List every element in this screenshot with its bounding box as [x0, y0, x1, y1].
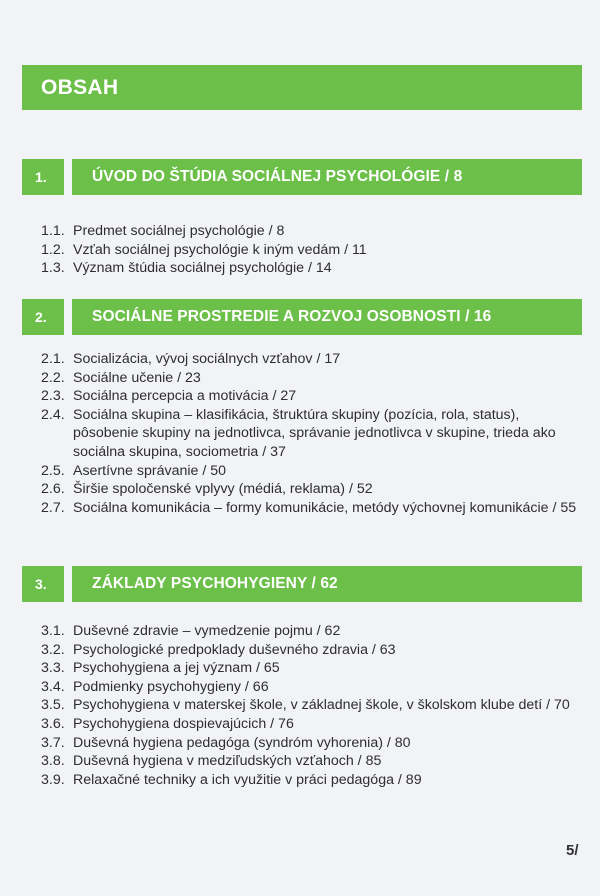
- section-title: ÚVOD DO ŠTÚDIA SOCIÁLNEJ PSYCHOLÓGIE / 8: [92, 168, 463, 185]
- toc-entry[interactable]: [41, 259, 591, 278]
- toc-entry[interactable]: [41, 350, 591, 369]
- page-number: 5/: [566, 842, 579, 859]
- toc-entry[interactable]: [41, 734, 591, 753]
- entry-number: 3.5.: [41, 697, 65, 714]
- entry-text: Sociálna percepcia a motivácia / 27: [73, 388, 297, 405]
- toc-entry[interactable]: [41, 499, 591, 518]
- entry-number: 1.1.: [41, 223, 65, 239]
- entry-number: 2.7.: [41, 499, 65, 516]
- section-number-box: [22, 159, 64, 195]
- entry-number: 3.8.: [41, 753, 65, 770]
- toc-entry[interactable]: [41, 369, 591, 388]
- entry-number: 3.7.: [41, 734, 65, 751]
- entry-text: Podmienky psychohygieny / 66: [73, 678, 269, 695]
- contents-title: OBSAH: [41, 76, 119, 99]
- section-number: 2.: [35, 309, 47, 325]
- entry-number: 1.3.: [41, 260, 65, 277]
- entry-text: Relaxačné techniky a ich využitie v práci pedagóga / 89: [73, 771, 422, 788]
- entry-number: 3.1.: [41, 623, 65, 639]
- entry-text: Sociálne učenie / 23: [73, 369, 201, 386]
- entry-text: Duševná hygiena v medziľudských vzťahoch / 85: [73, 753, 382, 770]
- entry-number: 2.3.: [41, 388, 65, 405]
- entry-number: 2.2.: [41, 369, 65, 386]
- entry-text: Širšie spoločenské vplyvy (médiá, reklama) / 52: [73, 481, 373, 498]
- toc-entry[interactable]: [41, 241, 591, 260]
- section-number-box: [22, 566, 64, 602]
- section-number-box: [22, 299, 64, 335]
- entry-text: Vzťah sociálnej psychológie k iným vedám / 11: [73, 241, 367, 258]
- section-number: 3.: [35, 576, 47, 592]
- toc-entry[interactable]: [41, 659, 591, 678]
- entry-number: 2.4.: [41, 406, 65, 423]
- section-1-list: [41, 222, 591, 278]
- section-title: ZÁKLADY PSYCHOHYGIENY / 62: [92, 575, 338, 592]
- section-title-box: [72, 159, 582, 195]
- toc-entry[interactable]: [41, 696, 591, 715]
- contents-title-bar: [22, 65, 582, 110]
- toc-entry[interactable]: [41, 480, 591, 499]
- entry-number: 2.1.: [41, 351, 65, 367]
- entry-number: 3.2.: [41, 641, 65, 658]
- toc-entry[interactable]: [41, 771, 591, 790]
- toc-entry[interactable]: [41, 222, 591, 241]
- entry-text: Asertívne správanie / 50: [73, 462, 226, 479]
- toc-entry[interactable]: [41, 406, 591, 462]
- toc-entry[interactable]: [41, 641, 591, 660]
- entry-text: Psychohygiena v materskej škole, v základnej škole, v školskom klube detí / 70: [73, 697, 570, 714]
- section-title-box: [72, 566, 582, 602]
- entry-text: Predmet sociálnej psychológie / 8: [73, 223, 285, 239]
- entry-number: 2.5.: [41, 462, 65, 479]
- entry-number: 3.9.: [41, 771, 65, 788]
- section-header-3: [22, 566, 582, 602]
- toc-entry[interactable]: [41, 752, 591, 771]
- entry-number: 3.4.: [41, 678, 65, 695]
- section-2-list: [41, 350, 591, 517]
- toc-entry[interactable]: [41, 462, 591, 481]
- toc-entry[interactable]: [41, 387, 591, 406]
- entry-text: Socializácia, vývoj sociálnych vzťahov / 17: [73, 351, 341, 367]
- section-header-2: [22, 299, 582, 335]
- section-title: SOCIÁLNE PROSTREDIE A ROZVOJ OSOBNOSTI / 16: [92, 308, 492, 325]
- entry-text: Sociálna skupina – klasifikácia, štruktúra skupiny (pozícia, rola, status), pôsobenie skupiny na jednotlivca, správanie jednotlivca v skupine, trieda ako sociálna skupina, sociometria / 37: [73, 406, 556, 460]
- entry-number: 1.2.: [41, 241, 65, 258]
- entry-number: 2.6.: [41, 481, 65, 498]
- entry-text: Sociálna komunikácia – formy komunikácie, metódy výchovnej komunikácie / 55: [73, 499, 577, 516]
- entry-text: Psychohygiena a jej význam / 65: [73, 660, 280, 677]
- section-3-list: [41, 622, 591, 789]
- entry-text: Psychologické predpoklady duševného zdravia / 63: [73, 641, 396, 658]
- entry-text: Psychohygiena dospievajúcich / 76: [73, 715, 294, 732]
- entry-number: 3.6.: [41, 715, 65, 732]
- section-header-1: [22, 159, 582, 195]
- entry-text: Duševné zdravie – vymedzenie pojmu / 62: [73, 623, 341, 639]
- toc-entry[interactable]: [41, 715, 591, 734]
- toc-entry[interactable]: [41, 678, 591, 697]
- toc-entry[interactable]: [41, 622, 591, 641]
- section-number: 1.: [35, 169, 47, 185]
- entry-number: 3.3.: [41, 660, 65, 677]
- entry-text: Význam štúdia sociálnej psychológie / 14: [73, 260, 332, 277]
- entry-text: Duševná hygiena pedagóga (syndróm vyhorenia) / 80: [73, 734, 411, 751]
- section-title-box: [72, 299, 582, 335]
